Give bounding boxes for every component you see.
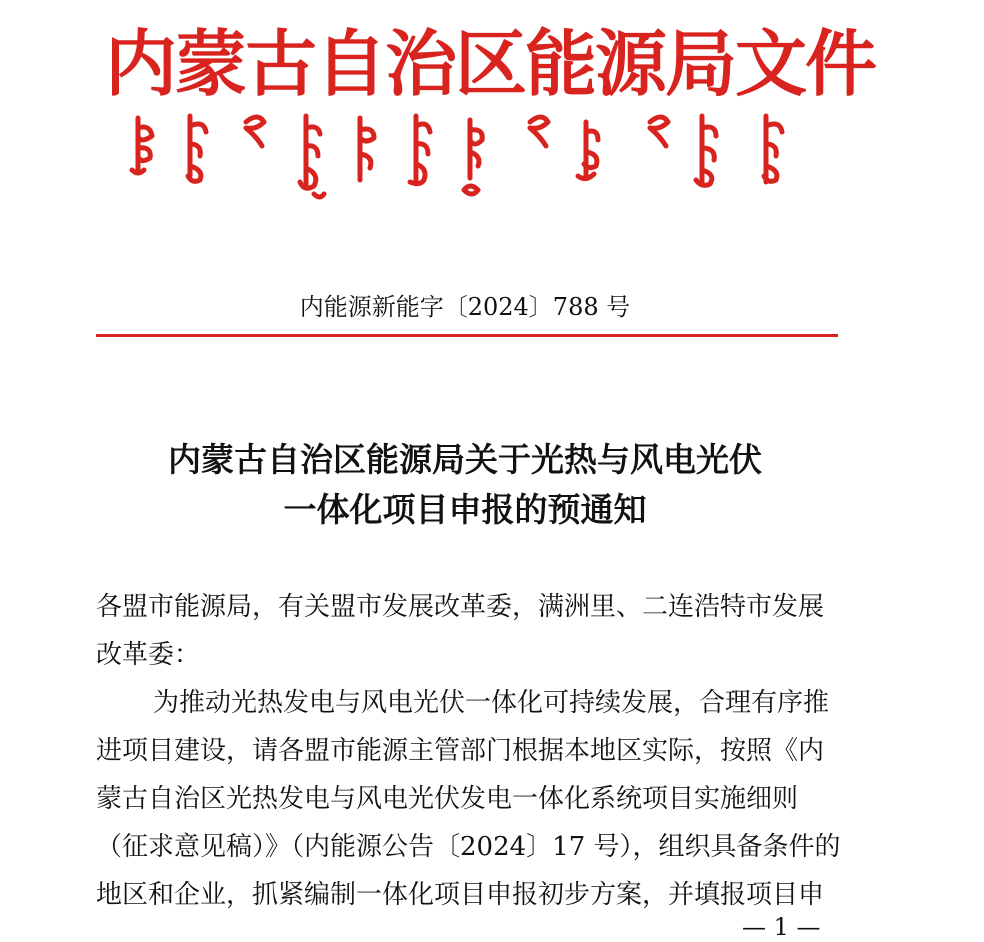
addressee-line-2: 改革委：: [96, 640, 201, 670]
body-paragraph-line-3: 蒙古自治区光热发电与风电光伏发电一体化系统项目实施细则: [96, 784, 799, 814]
notice-title-line-1: 内蒙古自治区能源局关于光热与风电光伏: [168, 440, 762, 479]
body-paragraph-line-2: 进项目建设，请各盟市能源主管部门根据本地区实际，按照《内: [96, 736, 825, 766]
addressee-line-1: 各盟市能源局，有关盟市发展改革委，满洲里、二连浩特市发展: [96, 592, 825, 622]
notice-title-line-2: 一体化项目申报的预通知: [283, 490, 647, 529]
mongolian-script-logo: [118, 108, 818, 208]
body-paragraph-line-1: 为推动光热发电与风电光伏一体化可持续发展，合理有序推: [153, 688, 830, 718]
page-number: — 1 —: [742, 913, 821, 941]
issuer-title: 内蒙古自治区能源局文件: [105, 25, 876, 105]
body-paragraph-line-5: 地区和企业，抓紧编制一体化项目申报初步方案，并填报项目申: [96, 880, 825, 910]
body-paragraph-line-4: （征求意见稿）》（内能源公告〔2024〕17 号），组织具备条件的: [96, 832, 841, 862]
red-divider-rule: [96, 334, 838, 337]
document-number: 内能源新能字〔2024〕788 号: [299, 293, 631, 321]
